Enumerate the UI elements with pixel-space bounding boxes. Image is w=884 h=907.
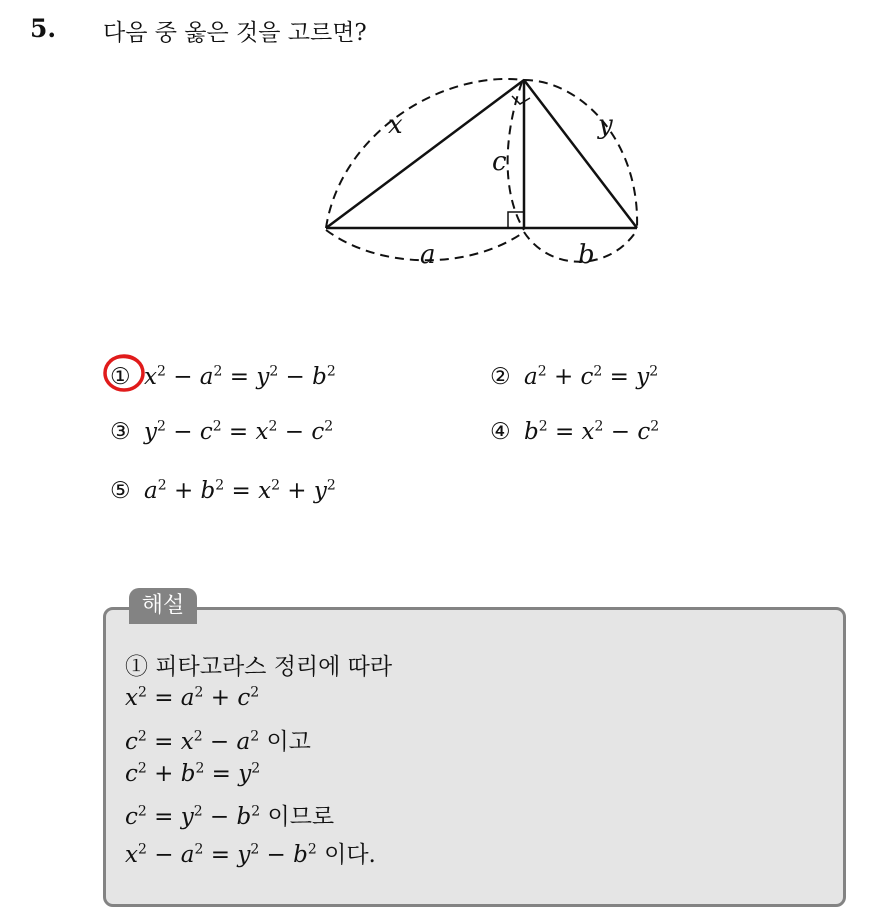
exponent: 2 (194, 841, 204, 858)
exponent: 2 (537, 363, 547, 379)
triangle-right-side (524, 80, 637, 228)
choice-5[interactable] (110, 477, 336, 504)
exponent: 2 (326, 477, 336, 493)
exponent: 2 (538, 418, 548, 434)
exponent: 2 (137, 841, 147, 858)
choice-3[interactable] (110, 418, 333, 445)
exponent: 2 (195, 760, 205, 776)
choice-expression: $x^2 - a^2 = y^2 - b^2$ (144, 363, 336, 390)
solution-expression: $x^2 = a^2 + c^2$ (125, 684, 260, 711)
exponent: 2 (213, 363, 223, 379)
solution-expression: $c^2 = x^2 - a^2$ (125, 728, 260, 755)
exponent: 2 (307, 841, 317, 858)
exponent: 2 (324, 418, 334, 434)
exponent: 2 (193, 728, 203, 745)
triangle-figure (300, 66, 650, 281)
exponent: 2 (137, 684, 147, 700)
solution-line-1 (125, 684, 259, 711)
label-y: y (598, 110, 613, 140)
exponent: 2 (650, 418, 660, 434)
choice-2[interactable] (490, 363, 658, 390)
exponent: 2 (326, 363, 336, 379)
label-x: x (388, 110, 403, 140)
exponent: 2 (157, 477, 167, 493)
question-text: 다음 중 옳은 것을 고르면? (103, 20, 367, 46)
label-c: c (492, 147, 507, 177)
solution-line-5 (125, 836, 376, 869)
choice-number: ① (110, 363, 131, 390)
right-angle-mark-base (508, 212, 524, 228)
solution-suffix: 이므로 (260, 804, 335, 830)
choice-number: ② (490, 363, 511, 390)
choice-number: ④ (490, 418, 511, 445)
solution-tab: 해설 (129, 588, 197, 624)
exponent: 2 (250, 728, 260, 745)
exponent: 2 (193, 803, 203, 820)
solution-expression: $c^2 + b^2 = y^2$ (125, 760, 261, 787)
choice-number: ③ (110, 418, 131, 445)
exponent: 2 (137, 728, 147, 745)
exponent: 2 (137, 760, 147, 776)
choice-expression: $a^2 + b^2 = x^2 + y^2$ (144, 477, 336, 504)
exponent: 2 (215, 477, 225, 493)
solution-suffix: 이다. (316, 842, 376, 868)
exponent: 2 (594, 418, 604, 434)
exponent: 2 (251, 760, 261, 776)
exponent: 2 (156, 363, 166, 379)
question-number: 5. (30, 14, 57, 43)
exponent: 2 (137, 803, 147, 820)
solution-line-3 (125, 760, 260, 787)
exponent: 2 (271, 477, 280, 493)
arc-c (508, 82, 524, 230)
solution-line-4 (125, 798, 334, 831)
exponent: 2 (212, 418, 222, 434)
exponent: 2 (194, 684, 204, 700)
choice-expression: $a^2 + c^2 = y^2$ (524, 363, 659, 390)
label-b: b (578, 240, 595, 270)
choice-expression: $b^2 = x^2 - c^2$ (524, 418, 660, 445)
exponent: 2 (251, 803, 261, 820)
exponent: 2 (157, 418, 166, 434)
choice-4[interactable] (490, 418, 659, 445)
solution-intro: ① 피타고라스 정리에 따라 (125, 654, 393, 680)
exponent: 2 (268, 418, 278, 434)
solution-line-2 (125, 723, 311, 756)
choice-expression: $y^2 - c^2 = x^2 - c^2$ (144, 418, 334, 445)
exponent: 2 (649, 363, 659, 379)
choice-number: ⑤ (110, 477, 131, 504)
exponent: 2 (250, 684, 260, 700)
solution-expression: $c^2 = y^2 - b^2$ (125, 803, 261, 830)
exponent: 2 (593, 363, 603, 379)
solution-suffix: 이고 (259, 729, 311, 755)
exponent: 2 (250, 841, 260, 858)
solution-expression: $x^2 - a^2 = y^2 - b^2$ (125, 841, 317, 868)
choice-1[interactable] (110, 363, 336, 390)
label-a: a (420, 240, 436, 270)
exponent: 2 (269, 363, 279, 379)
